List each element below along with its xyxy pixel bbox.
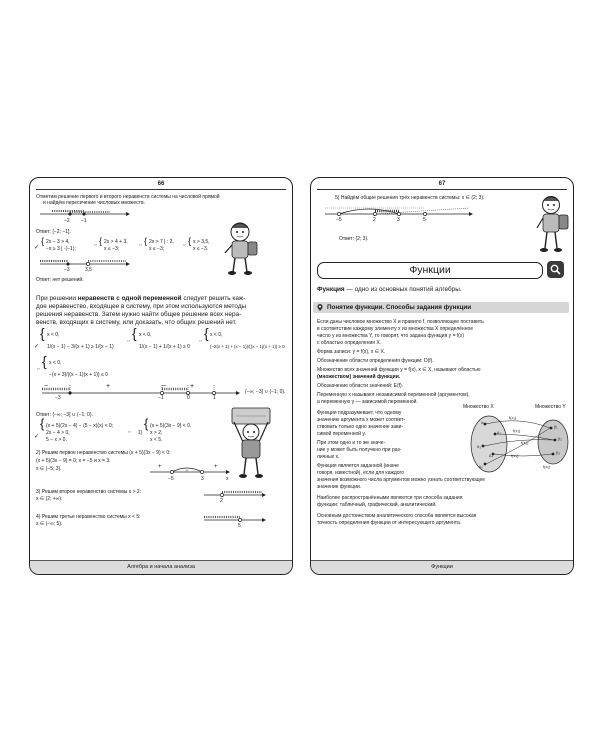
paragraph-line: значение функции.: [317, 484, 362, 490]
sign: +: [190, 383, 195, 390]
axis-tick: −1: [158, 395, 164, 401]
answer-3: Ответ: (−∞; −3] ∪ (−1; 0).: [36, 412, 93, 418]
section-title: Понятие функции. Способы задания функции: [327, 304, 472, 311]
sign: +: [158, 464, 162, 470]
step-line: 5) Найдём общие решения трёх неравенств системы: x ∈ (2; 3).: [335, 195, 485, 201]
number-line-final: [325, 204, 475, 224]
student-illustration: [220, 220, 264, 278]
system-line: −x ≥ 3 | ·(−1);: [46, 246, 76, 252]
search-icon: [550, 264, 561, 275]
header-rule: [36, 189, 286, 190]
paragraph-line: Множество всех значений функции y = f(x), x ∈ X, называют областью: [317, 367, 481, 373]
system-line: 1/(x − 1) + 1/(x + 1) ≥ 0: [139, 344, 190, 350]
step-line: 2) Решим первое неравенство системы (x + 5)(3x − 9) < 0:: [36, 450, 171, 456]
y-item: y₃: [556, 450, 560, 455]
system-brace: {: [40, 325, 45, 341]
page-number: 67: [438, 181, 446, 187]
axis-tick: −5: [168, 476, 174, 482]
arrow-label: f(x₁): [509, 415, 517, 420]
system-brace: {: [41, 236, 45, 246]
axis-tick: 3: [201, 476, 204, 482]
arrow-label: f(x₄): [511, 453, 519, 458]
axis-tick: −5: [336, 217, 342, 223]
sign: −: [44, 383, 49, 390]
axis-tick: −3: [64, 267, 70, 273]
axis-tick: 5: [423, 217, 426, 223]
y-item: y₁: [554, 424, 558, 429]
rule-paragraph: При решении неравенств с одной переменной следует решить каж-: [36, 295, 246, 302]
arrow-label: f(x₅): [543, 464, 551, 469]
axis-tick: 3,5: [85, 267, 92, 273]
number-line-5: [204, 489, 266, 501]
pin-icon: [317, 304, 323, 311]
system-line: (x + 5)(3x − 9) < 0,: [150, 423, 192, 429]
step-line: x ∈ (−∞; 5).: [36, 521, 63, 527]
axis-tick: 2: [373, 217, 376, 223]
axis-tick: 5: [238, 523, 241, 529]
intro-line: и найдём пересечение числовых множеств.: [43, 200, 145, 206]
answer: Ответ: (2; 3).: [339, 236, 369, 242]
equivalence: ⇔: [127, 429, 132, 435]
check-mark: ✓: [34, 344, 40, 350]
set-y-label: Множество Y: [535, 404, 566, 410]
sign: −: [162, 383, 167, 390]
x-item: x₃: [477, 444, 481, 449]
x-item: x₂: [497, 430, 501, 435]
axis-tick: 0: [187, 395, 190, 401]
paragraph-line: (множеством) значений функции.: [317, 374, 401, 380]
check-mark: ✓: [34, 434, 40, 440]
system-line: 2x − 3 > 4,: [46, 239, 70, 245]
axis-tick: −1: [81, 218, 87, 224]
axis-tick: 2: [220, 498, 223, 504]
system-brace: {: [99, 236, 103, 246]
number-line-3: [42, 383, 242, 405]
equivalence: ⇔: [93, 242, 98, 248]
system-line: x ≤ −3.: [193, 246, 209, 252]
system-brace: {: [40, 416, 45, 431]
system-line: −(x + 3)/((x − 1)(x + 1)) ≤ 0: [49, 372, 108, 378]
check-mark: ✓: [34, 245, 40, 251]
system-line: x < 0,: [47, 332, 60, 338]
system-line: (−2(x + 1) + (x − 1))/((x − 1)(x + 1)) ≥ 0: [210, 344, 285, 349]
system-brace: {: [188, 236, 192, 246]
paragraph-line: личных x.: [317, 454, 340, 460]
paragraph-line: симой переменной y.: [317, 431, 366, 437]
x-item: x₁: [481, 420, 485, 425]
x-item: x₄: [489, 453, 493, 458]
paragraph-line: значению аргумента x может соответ-: [317, 417, 406, 423]
paragraph-line: Функция подразумевает, что одному: [317, 410, 402, 416]
rule-line: дое неравенство, входящее в систему, при этом используются методы: [36, 303, 247, 310]
system-line: x ≤ −3;: [149, 246, 165, 252]
step-label: 1): [138, 430, 143, 436]
paragraph-line: Если даны числовое множество X и правило f, позволяющее поставить: [317, 319, 484, 325]
equivalence: ⇔: [36, 366, 41, 372]
answer-2: Ответ: нет решений.: [36, 277, 84, 283]
equivalence: ⇔: [138, 242, 143, 248]
student-illustration: [533, 194, 573, 256]
system-line: x > 2,: [150, 430, 163, 436]
system-line: 2x > 7 | : 2,: [149, 239, 174, 245]
page-footer: Функции: [311, 560, 573, 574]
system-line: x < 0,: [49, 360, 62, 366]
system-line: x ≤ −3;: [104, 246, 120, 252]
axis-tick: −3: [55, 395, 61, 401]
axis-tick: 1: [213, 395, 216, 401]
sign: +: [106, 383, 111, 390]
definition: Функция — одно из основных понятий алгебры.: [317, 286, 462, 293]
rule-line: решения неравенств. Затем нужно найти общее решение всех нера-: [36, 311, 242, 318]
paragraph-line: Переменную x называют независимой переменной (аргументом),: [317, 392, 470, 398]
system-line: x < 0,: [210, 332, 223, 338]
step-line: (x + 5)(3x − 9) = 0; x = −5 и x = 3.: [36, 458, 111, 464]
system-line: x < 5.: [150, 437, 163, 443]
paragraph-line: Функция является заданной (иначе: [317, 463, 399, 469]
system-line: (x + 5)(2x − 4) − (5 − x)(x) < 0;: [46, 423, 114, 429]
step-line: x ∈ (2; +∞).: [36, 496, 63, 502]
number-line-6: [204, 514, 266, 526]
axis-tick: −2: [64, 218, 70, 224]
page-title: Функции: [317, 262, 543, 279]
system-line: x < 0,: [139, 332, 152, 338]
page-footer: Алгебра и начала анализа: [30, 560, 292, 574]
system-line: 1/(x − 1) − 3/(x + 1) ≥ 1/(x − 1): [47, 344, 114, 350]
x-item: x₅: [479, 464, 483, 469]
paragraph-line: с областью определения X.: [317, 340, 382, 346]
set-x-label: Множество X: [463, 404, 494, 410]
intro-line: Отметим решение первого и второго неравенств системы на числовой прямой: [36, 194, 220, 200]
paragraph: Форма записи: y = f(x), x ∈ X.: [317, 349, 386, 355]
system-brace: {: [144, 236, 148, 246]
equivalence: ⇔: [198, 338, 203, 344]
axis-result: (−∞; −3] ∪ (−1; 0).: [245, 389, 286, 395]
system-line: 2x > 4 + 3,: [104, 239, 128, 245]
paragraph-line: в соответствие каждому элементу x из множества X определённое: [317, 326, 474, 332]
system-brace: {: [132, 325, 137, 341]
number-line-4: [150, 464, 230, 480]
system-line: 5 − x > 0.: [46, 437, 67, 443]
system-brace: {: [42, 353, 47, 369]
system-line: x > 3,5,: [193, 239, 210, 245]
left-page: [29, 177, 293, 575]
paragraph: Обозначение области значений: E(f).: [317, 383, 404, 389]
section-header: [313, 302, 569, 313]
axis-var: x: [226, 476, 229, 482]
paragraph-line: число y из множества Y, то говорят, что задана функция y = f(x): [317, 333, 465, 339]
paragraph-line: ние y может быть получено при раз-: [317, 447, 402, 453]
step-line: 3) Решим второе неравенство системы x > 2:: [36, 489, 142, 495]
right-page: [310, 177, 574, 575]
paragraph-line: говоря, известной), если для каждого: [317, 470, 405, 476]
equivalence: ⇔: [126, 338, 131, 344]
sign: −: [185, 468, 189, 474]
header-rule: [317, 189, 567, 190]
arrow-label: f(x₂): [513, 428, 521, 433]
rule-line: венств, входящих в систему, или доказать, что общих решений нет.: [36, 319, 237, 326]
step-line: 4) Решим третье неравенство системы x < 5:: [36, 514, 141, 520]
paragraph-line: значения возможного числа аргументов можно узнать соответствующее: [317, 477, 486, 483]
paragraph-line: а переменную y — зависимой переменной.: [317, 399, 418, 405]
y-item: y₂: [558, 436, 562, 441]
system-brace: {: [144, 416, 149, 431]
paragraph-line: Наиболее распространёнными являются три способа задания: [317, 495, 463, 501]
step-line: x ∈ (−5; 3).: [36, 466, 62, 472]
student-with-box-illustration: [226, 406, 280, 482]
paragraph-line: Основным достоинством аналитического способа является высокая: [317, 513, 477, 519]
paragraph: Обозначение области определения функции: D(f).: [317, 358, 434, 364]
answer-1: Ответ: [−2; −1].: [36, 229, 71, 235]
axis-tick: 3: [397, 217, 400, 223]
page-number: 66: [157, 181, 165, 187]
paragraph-line: точность определения функции от интересующего аргумента.: [317, 520, 462, 526]
equivalence: ⇔: [182, 242, 187, 248]
arrow-label: f(x₃): [521, 440, 529, 445]
system-line: 2x − 4 > 0,: [46, 430, 70, 436]
search-button[interactable]: [547, 261, 564, 278]
paragraph-line: При этом одно и то же значе-: [317, 440, 386, 446]
system-brace: {: [204, 325, 209, 341]
sign: +: [214, 464, 218, 470]
paragraph-line: ствовать только одно значение зави-: [317, 424, 404, 430]
paragraph-line: функции: табличный, графический, аналитический.: [317, 502, 437, 508]
